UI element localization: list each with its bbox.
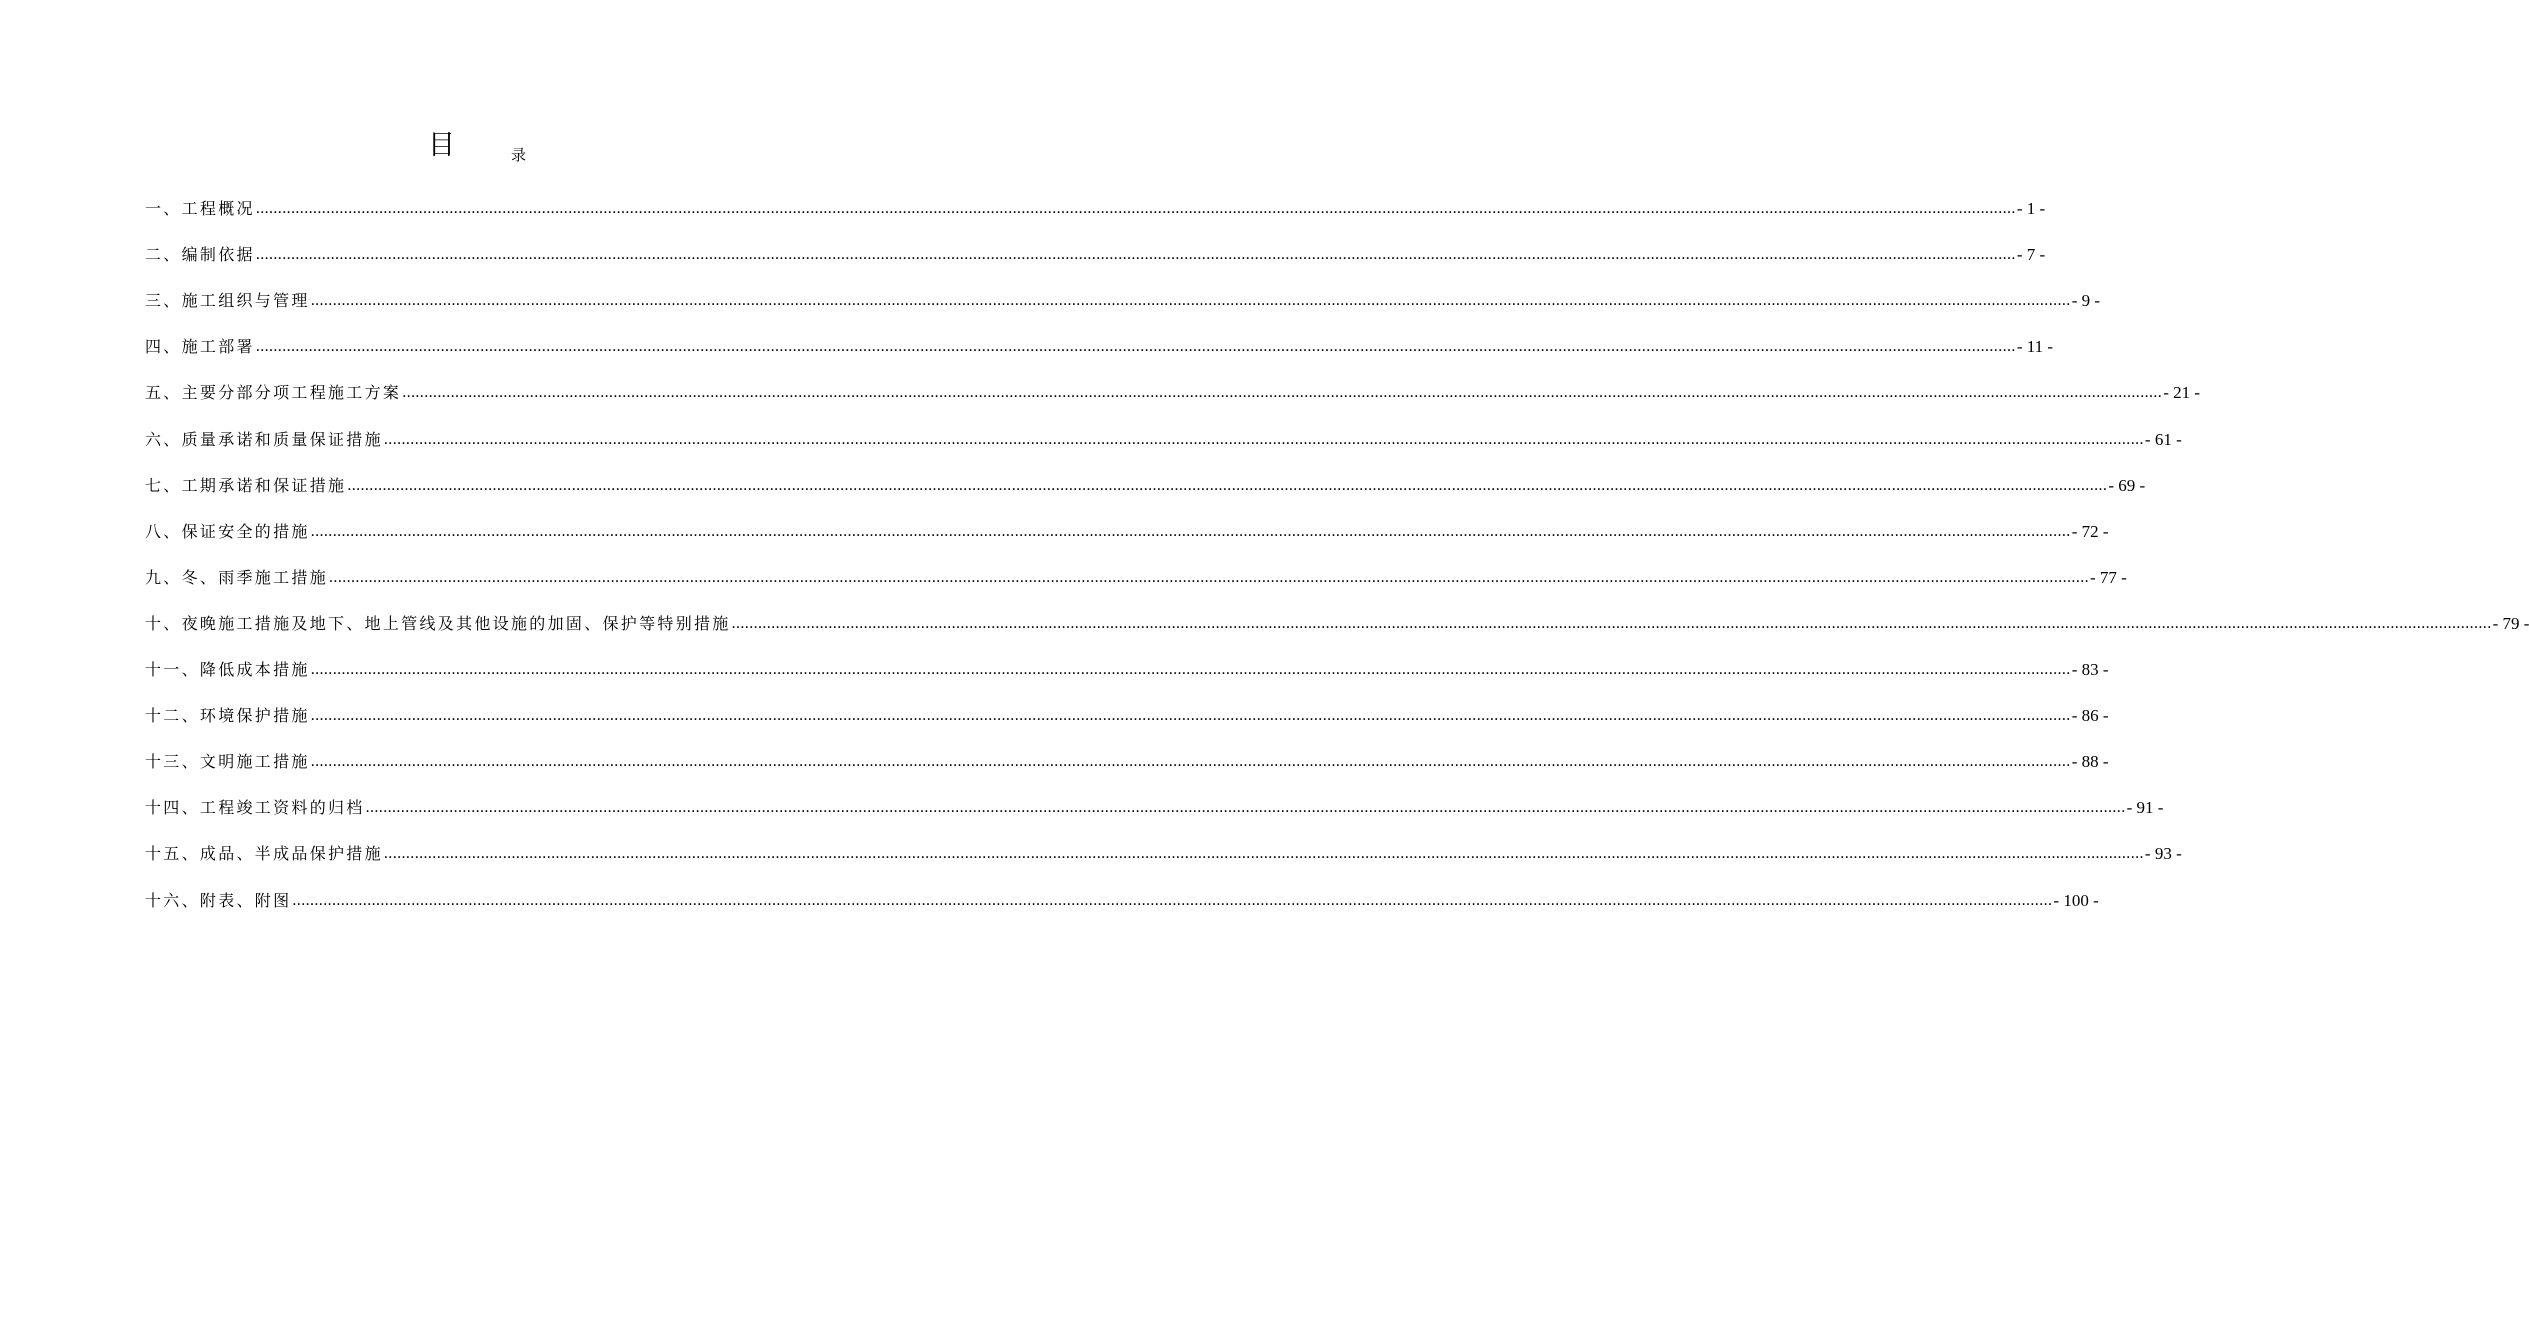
toc-entry-label: 一、工程概况 bbox=[145, 199, 255, 219]
toc-entry-page-number: - 77 - bbox=[2090, 567, 2127, 587]
toc-entry-page-number: - 7 - bbox=[2016, 245, 2046, 265]
toc-entry-label: 七、工期承诺和保证措施 bbox=[145, 475, 347, 495]
toc-heading bbox=[0, 128, 950, 168]
toc-entry-label: 二、编制依据 bbox=[145, 245, 255, 265]
toc-entry-page-number: - 100 - bbox=[2053, 890, 2099, 910]
toc-entry[interactable] bbox=[145, 865, 2099, 911]
toc-dot-leader: ................................................................................................................................................................................................................................................................................................................................................................................................................ bbox=[402, 384, 2163, 402]
toc-entry-page-number: - 69 - bbox=[2108, 475, 2146, 495]
toc-entry[interactable] bbox=[145, 266, 2101, 312]
toc-dot-leader: ................................................................................................................................................................................................................................................................................................................................................................................................................ bbox=[347, 476, 2108, 494]
toc-dot-leader: ................................................................................................................................................................................................................................................................................................................................................................................................................ bbox=[383, 430, 2144, 448]
toc-dot-leader: ................................................................................................................................................................................................................................................................................................................................................................................................................ bbox=[310, 707, 2071, 725]
toc-entry-page-number: - 86 - bbox=[2071, 706, 2109, 726]
toc-entry-page-number: - 61 - bbox=[2144, 429, 2182, 449]
toc-entry[interactable] bbox=[145, 589, 2529, 635]
toc-entry-label: 十四、工程竣工资料的归档 bbox=[145, 798, 365, 818]
toc-entry-label: 十一、降低成本措施 bbox=[145, 660, 310, 680]
toc-entry[interactable] bbox=[145, 773, 2164, 819]
toc-entry-page-number: - 1 - bbox=[2016, 199, 2046, 219]
toc-entry-label: 十三、文明施工措施 bbox=[145, 752, 310, 772]
toc-dot-leader: ................................................................................................................................................................................................................................................................................................................................................................................................................ bbox=[310, 292, 2071, 310]
toc-entry-label: 八、保证安全的措施 bbox=[145, 521, 310, 541]
toc-entry[interactable] bbox=[145, 543, 2127, 589]
toc-entry[interactable] bbox=[145, 497, 2109, 543]
toc-entry-label: 三、施工组织与管理 bbox=[145, 291, 310, 311]
toc-dot-leader: ................................................................................................................................................................................................................................................................................................................................................................................................................ bbox=[310, 522, 2071, 540]
toc-entry-label: 十、夜晚施工措施及地下、地上管线及其他设施的加固、保护等特别措施 bbox=[145, 613, 731, 633]
toc-entry-page-number: - 83 - bbox=[2071, 660, 2109, 680]
toc-dot-leader: ................................................................................................................................................................................................................................................................................................................................................................................................................ bbox=[255, 200, 2016, 218]
toc-entry[interactable] bbox=[145, 451, 2146, 497]
toc-entry-page-number: - 88 - bbox=[2071, 752, 2109, 772]
toc-dot-leader: ................................................................................................................................................................................................................................................................................................................................................................................................................ bbox=[255, 338, 2016, 356]
toc-dot-leader: ................................................................................................................................................................................................................................................................................................................................................................................................................ bbox=[255, 246, 2016, 264]
toc-entry-page-number: - 11 - bbox=[2016, 337, 2054, 357]
toc-entry[interactable] bbox=[145, 727, 2109, 773]
toc-dot-leader: ................................................................................................................................................................................................................................................................................................................................................................................................................ bbox=[329, 568, 2090, 586]
toc-entry-page-number: - 72 - bbox=[2071, 521, 2109, 541]
toc-entry-page-number: - 21 - bbox=[2163, 383, 2201, 403]
toc-entry[interactable] bbox=[145, 174, 2046, 220]
toc-entry-label: 九、冬、雨季施工措施 bbox=[145, 567, 329, 587]
toc-entry-page-number: - 93 - bbox=[2144, 844, 2182, 864]
toc-dot-leader: ................................................................................................................................................................................................................................................................................................................................................................................................................ bbox=[731, 614, 2492, 632]
toc-entry[interactable] bbox=[145, 404, 2182, 450]
toc-entry-label: 十二、环境保护措施 bbox=[145, 706, 310, 726]
toc-entry-page-number: - 79 - bbox=[2492, 613, 2529, 633]
toc-dot-leader: ................................................................................................................................................................................................................................................................................................................................................................................................................ bbox=[292, 891, 2053, 909]
toc-entry-page-number: - 9 - bbox=[2071, 291, 2101, 311]
toc-entry[interactable] bbox=[145, 312, 2054, 358]
toc-dot-leader: ................................................................................................................................................................................................................................................................................................................................................................................................................ bbox=[310, 753, 2071, 771]
toc-dot-leader: ................................................................................................................................................................................................................................................................................................................................................................................................................ bbox=[383, 845, 2144, 863]
toc-entry[interactable] bbox=[145, 220, 2046, 266]
toc-entry-label: 四、施工部署 bbox=[145, 337, 255, 357]
table-of-contents bbox=[145, 174, 2529, 912]
toc-entry-label: 十六、附表、附图 bbox=[145, 890, 292, 910]
toc-dot-leader: ................................................................................................................................................................................................................................................................................................................................................................................................................ bbox=[310, 661, 2071, 679]
toc-entry-label: 六、质量承诺和质量保证措施 bbox=[145, 429, 383, 449]
toc-entry-label: 五、主要分部分项工程施工方案 bbox=[145, 383, 402, 403]
toc-entry[interactable] bbox=[145, 358, 2201, 404]
toc-entry-label: 十五、成品、半成品保护措施 bbox=[145, 844, 383, 864]
toc-heading-char-1: 目 bbox=[428, 130, 455, 161]
toc-heading-char-2: 录 bbox=[511, 146, 527, 164]
toc-entry-page-number: - 91 - bbox=[2126, 798, 2164, 818]
toc-entry[interactable] bbox=[145, 635, 2109, 681]
toc-entry[interactable] bbox=[145, 681, 2109, 727]
toc-entry[interactable] bbox=[145, 819, 2182, 865]
toc-dot-leader: ................................................................................................................................................................................................................................................................................................................................................................................................................ bbox=[365, 799, 2126, 817]
